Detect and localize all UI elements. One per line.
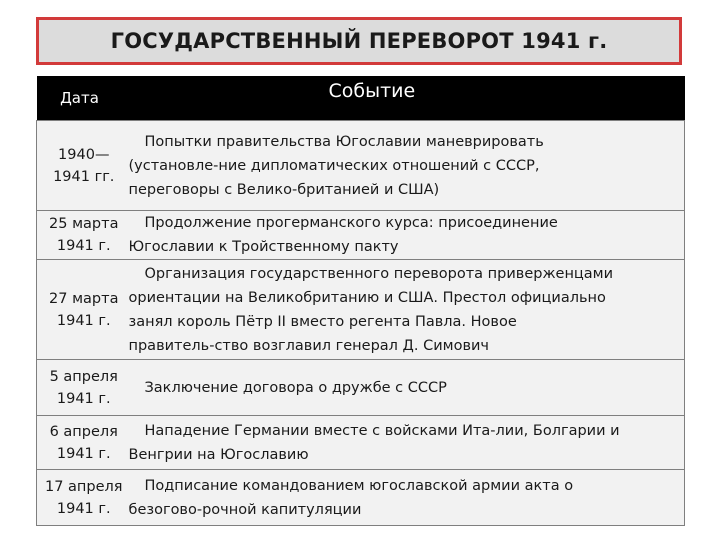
events-table <box>36 76 685 526</box>
event-text-line <box>129 211 681 235</box>
header-date: Дата <box>37 76 129 121</box>
event-text-line <box>129 376 681 400</box>
event-text-line <box>129 419 681 443</box>
table-row <box>37 470 685 526</box>
table-row <box>37 360 685 416</box>
event-description <box>129 470 685 526</box>
event-date: 17 апреля 1941 г. <box>37 470 129 526</box>
table-header-row <box>37 76 685 121</box>
event-description <box>129 260 685 360</box>
header-event: Событие <box>129 76 685 121</box>
event-text: Попытки правительства Югославии маневрировать <box>144 133 544 150</box>
event-text-line: правитель-ство возглавил генерал Д. Симович <box>128 337 489 354</box>
event-date: 6 апреля 1941 г. <box>37 416 129 470</box>
event-text-line: Венгрии на Югославию <box>128 446 309 463</box>
event-text-line: (установле-ние дипломатических отношений с СССР, <box>128 157 540 174</box>
event-text: Продолжение прогерманского курса: присоединение <box>144 215 558 231</box>
table-row <box>37 260 685 360</box>
event-date: 25 марта 1941 г. <box>37 211 129 260</box>
event-date: 1940— 1941 гг. <box>37 121 129 211</box>
event-text-line <box>129 130 681 154</box>
event-text: Организация государственного переворота приверженцами <box>144 265 614 282</box>
event-description <box>129 211 685 260</box>
table-row <box>37 416 685 470</box>
title-banner <box>36 17 682 65</box>
event-text: Нападение Германии вместе с войсками Ита-лии, Болгарии и <box>144 422 620 439</box>
event-text-line: ориентации на Великобританию и США. Престол официально <box>128 289 606 306</box>
event-description <box>129 360 685 416</box>
event-date: 27 марта 1941 г. <box>37 260 129 360</box>
page-title: ГОСУДАРСТВЕННЫЙ ПЕРЕВОРОТ 1941 г. <box>110 29 608 53</box>
event-text-line: занял король Пётр II вместо регента Павла. Новое <box>128 313 517 330</box>
event-text-line: Югославии к Тройственному пакту <box>128 239 399 255</box>
event-description <box>129 416 685 470</box>
event-text-line: переговоры с Велико-британией и США) <box>128 181 440 198</box>
event-text-line <box>129 262 681 286</box>
event-date: 5 апреля 1941 г. <box>37 360 129 416</box>
event-text-line: безогово-рочной капитуляции <box>128 501 362 518</box>
event-description <box>129 121 685 211</box>
event-text: Подписание командованием югославской армии акта о <box>144 477 574 494</box>
event-text-line <box>129 474 681 498</box>
table-row <box>37 121 685 211</box>
event-text: Заключение договора о дружбе с СССР <box>144 379 447 396</box>
table-row <box>37 211 685 260</box>
